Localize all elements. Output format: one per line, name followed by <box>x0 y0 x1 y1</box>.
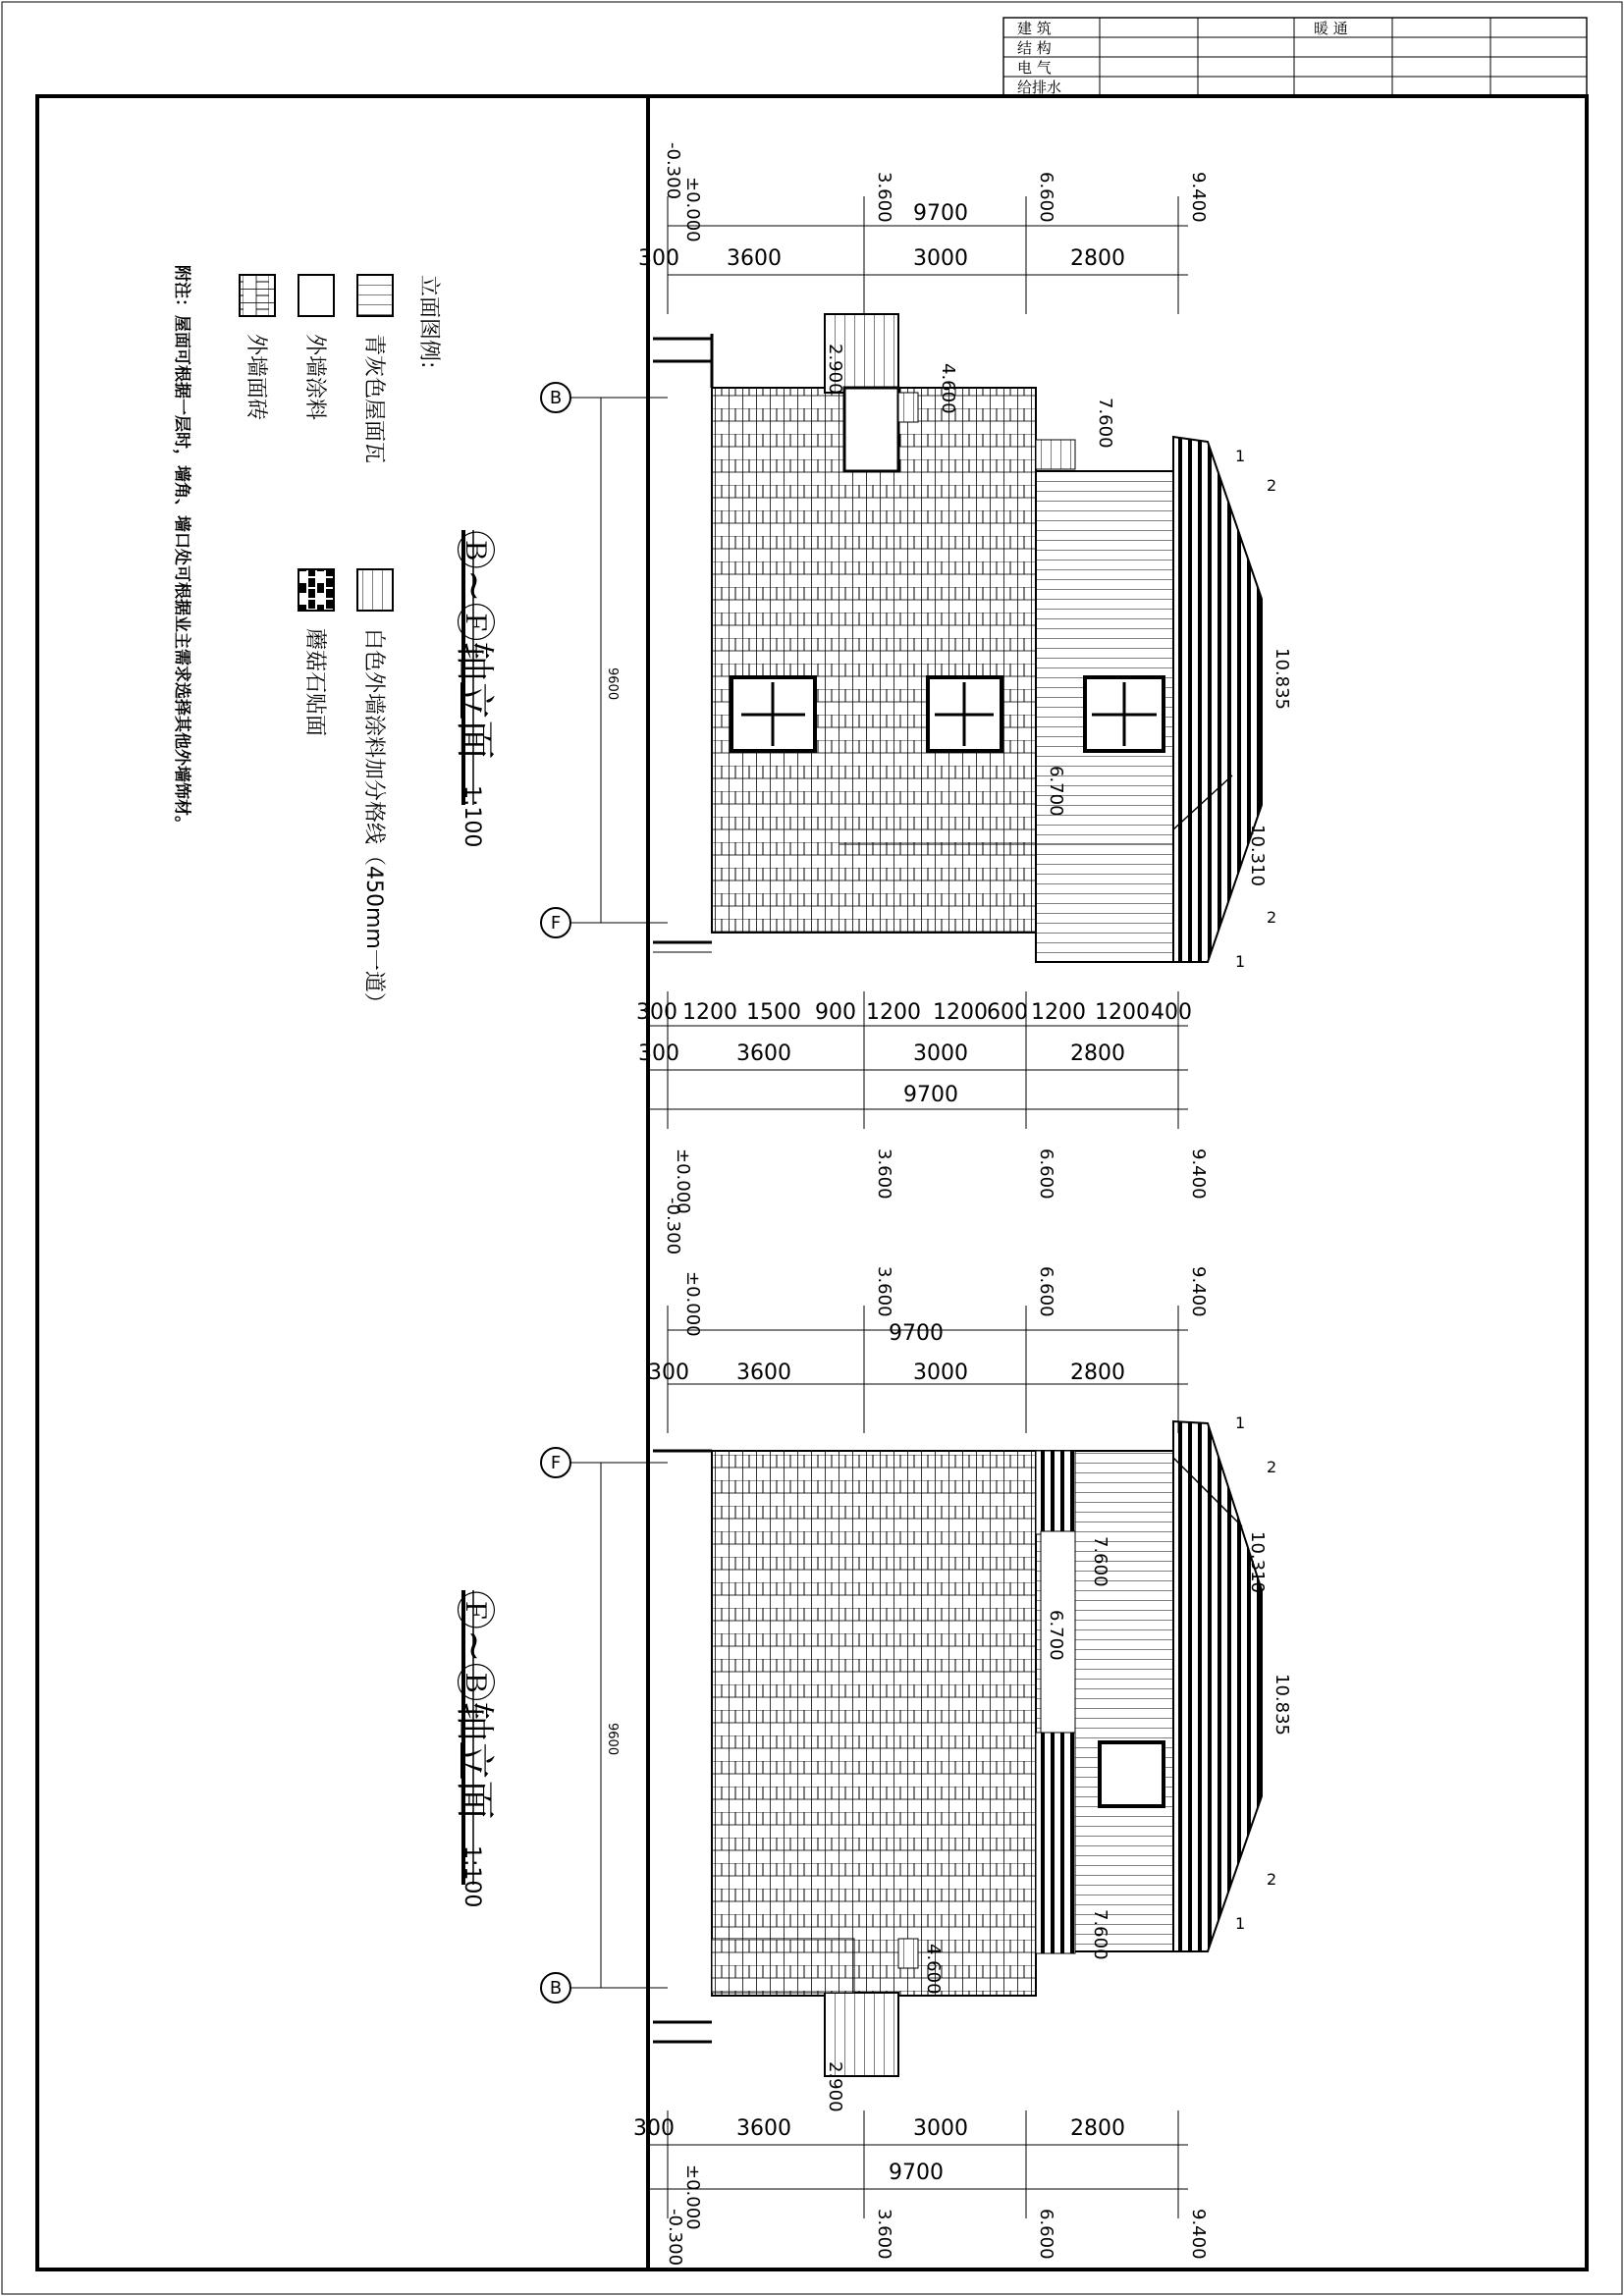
top-level-6600: 6.600 <box>1036 172 1056 223</box>
legend-note: 附注：屋面可根据一层时，墙角、墙口处可根据业主需求选择其他外墙饰材。 <box>172 265 191 832</box>
top-dim-total: 9700 <box>913 201 968 226</box>
mid-fine-8: 1200 <box>1095 1000 1150 1025</box>
foot-level-3600: 3.600 <box>874 2209 894 2260</box>
foot-dim-300: 300 <box>633 2116 675 2141</box>
top-dim-2800: 2800 <box>1070 246 1125 271</box>
bann-7600b: 7.600 <box>1090 1909 1110 1960</box>
legend-stone: 蘑菇石贴面 <box>302 628 327 737</box>
mid-fine-0: 300 <box>636 1000 677 1025</box>
top-dim-300: 300 <box>638 246 679 271</box>
foot-level-6600: 6.600 <box>1036 2209 1056 2260</box>
roof-tile-swatch <box>357 275 393 316</box>
mid-fine-3: 900 <box>815 1000 856 1025</box>
bottom-elevation-title <box>452 1590 497 1907</box>
bann-10835: 10.835 <box>1272 1674 1292 1735</box>
bann-10310: 10.310 <box>1247 1531 1268 1593</box>
bann-4600: 4.600 <box>923 1944 944 1995</box>
mid-fine-5: 1200 <box>933 1000 988 1025</box>
stone-band-1 <box>1036 1451 1075 1534</box>
mid-level-neg: -0.300 <box>663 1198 683 1255</box>
title-col-hvac: 暖 通 <box>1314 20 1348 37</box>
bot-level-zero: ±0.000 <box>682 1271 703 1337</box>
foot-level-neg: -0.300 <box>665 2209 685 2267</box>
mid-part-0: 300 <box>638 1041 679 1066</box>
bottom-elevation-name: Ⓕ~Ⓑ轴立面 <box>452 1590 497 1820</box>
slope-rise-2: 1 <box>1235 952 1246 971</box>
top-elevation-title <box>452 530 497 847</box>
ann-10310: 10.310 <box>1247 825 1268 886</box>
mid-fine-4: 1200 <box>866 1000 921 1025</box>
top-dims-header <box>638 142 1209 314</box>
bot-level-9400: 9.400 <box>1188 1266 1209 1317</box>
window-4 <box>1100 1742 1164 1806</box>
top-level-3600: 3.600 <box>874 172 894 223</box>
bot-level-3600: 3.600 <box>874 1266 894 1317</box>
slope-run-2: 2 <box>1267 908 1277 927</box>
title-row-elec: 电 气 <box>1017 59 1052 77</box>
plain-swatch <box>298 275 334 316</box>
slope-run-1: 2 <box>1267 476 1277 495</box>
axis-span-bottom: 9600 <box>605 1723 620 1756</box>
brick-wall-2 <box>712 1451 1036 1996</box>
bot-dim-3000: 3000 <box>913 1361 968 1385</box>
ann-7600: 7.600 <box>1095 398 1115 449</box>
mid-part-1: 3600 <box>736 1041 791 1066</box>
ann-4600: 4.600 <box>938 363 958 414</box>
porch-opening <box>844 388 898 471</box>
legend-roof-tile: 青灰色屋面瓦 <box>361 334 386 464</box>
legend-plain: 外墙涂料 <box>302 334 327 421</box>
axis-f2-label: F <box>550 1453 562 1473</box>
legend <box>172 265 441 1014</box>
bann-2900: 2.900 <box>825 2061 845 2112</box>
base-step <box>712 1939 854 1993</box>
bot-dim-2800: 2800 <box>1070 1361 1125 1385</box>
stone-band-2 <box>1036 1733 1075 1953</box>
title-row-plumb: 给排水 <box>1017 79 1062 96</box>
top-dim-3000: 3000 <box>913 246 968 271</box>
foot-level-9400: 9.400 <box>1188 2209 1209 2260</box>
top-level-zero: ±0.000 <box>682 177 703 242</box>
bslope-rise-1: 1 <box>1235 1414 1246 1432</box>
bot-level-6600: 6.600 <box>1036 1266 1056 1317</box>
axis-b2-label: B <box>549 1978 563 1999</box>
mid-fine-1: 1200 <box>682 1000 737 1025</box>
slope-rise-1: 1 <box>1235 447 1246 465</box>
upper-railing <box>1036 440 1075 469</box>
title-row-struct: 结 构 <box>1017 39 1052 57</box>
legend-brick: 外墙面砖 <box>244 334 268 421</box>
mid-level-9400: 9.400 <box>1188 1148 1209 1200</box>
top-elevation-scale: 1:100 <box>460 785 484 848</box>
mid-total: 9700 <box>903 1083 958 1107</box>
stone-swatch <box>298 569 334 611</box>
mid-fine-2: 1500 <box>746 1000 801 1025</box>
middle-dims <box>636 991 1209 1255</box>
mid-fine-6: 600 <box>987 1000 1028 1025</box>
railing <box>898 393 918 422</box>
hline-swatch <box>357 569 393 611</box>
mid-level-3600: 3.600 <box>874 1148 894 1200</box>
legend-hlines: 白色外墙涂料加分格线（450mm一道） <box>361 628 386 1014</box>
bottom-building <box>653 1421 1262 2076</box>
brick-swatch <box>240 275 275 316</box>
top-level-9400: 9.400 <box>1188 172 1209 223</box>
top-dim-3600: 3600 <box>727 246 782 271</box>
bslope-run-1: 2 <box>1267 1458 1277 1476</box>
bann-6700: 6.700 <box>1046 1610 1066 1661</box>
mid-fine-7: 1200 <box>1031 1000 1086 1025</box>
bann-7600a: 7.600 <box>1090 1536 1110 1587</box>
ann-10835: 10.835 <box>1272 648 1292 710</box>
bot-dim-total: 9700 <box>889 1321 944 1346</box>
axis-f-label: F <box>550 913 562 934</box>
mid-fine-9: 400 <box>1151 1000 1192 1025</box>
mid-part-2: 3000 <box>913 1041 968 1066</box>
foot-dim-3600: 3600 <box>736 2116 791 2141</box>
mid-part-3: 2800 <box>1070 1041 1125 1066</box>
bottom-dims-footer <box>633 2110 1209 2266</box>
bot-dim-300: 300 <box>648 1361 689 1385</box>
foot-dim-2800: 2800 <box>1070 2116 1125 2141</box>
foot-dim-3000: 3000 <box>913 2116 968 2141</box>
mid-level-zero: ±0.000 <box>673 1148 693 1214</box>
railing-2 <box>898 1939 918 1968</box>
foot-dim-total: 9700 <box>889 2161 944 2185</box>
axis-span-top: 9600 <box>605 667 620 701</box>
bslope-rise-2: 1 <box>1235 1914 1246 1933</box>
bottom-elevation-scale: 1:100 <box>460 1845 484 1908</box>
ann-6700: 6.700 <box>1046 766 1066 817</box>
foot-level-zero: ±0.000 <box>682 2164 703 2230</box>
legend-title: 立面图例: <box>416 275 441 369</box>
top-elevation-name: Ⓑ~Ⓕ轴立面 <box>452 530 497 760</box>
ann-2900: 2.900 <box>825 344 845 395</box>
bslope-run-2: 2 <box>1267 1870 1277 1889</box>
top-level-neg: -0.300 <box>663 142 683 200</box>
bot-dim-3600: 3600 <box>736 1361 791 1385</box>
title-block <box>1003 18 1587 96</box>
bottom-dims-header <box>648 1266 1209 1433</box>
axis-b-label: B <box>549 388 563 408</box>
mid-level-6600: 6.600 <box>1036 1148 1056 1200</box>
title-row-arch: 建 筑 <box>1017 20 1052 37</box>
